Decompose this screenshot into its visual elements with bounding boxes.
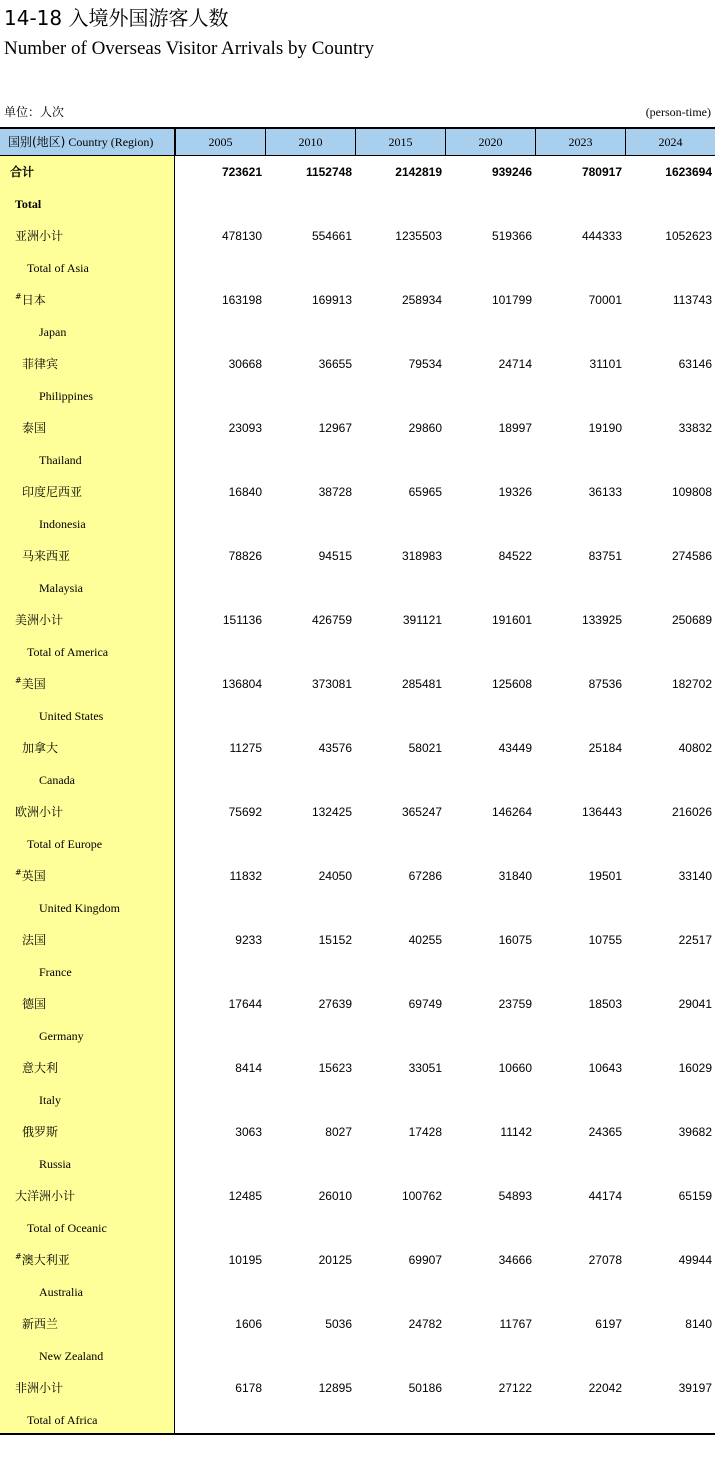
table-cell: 9233 (235, 933, 262, 947)
table-row (0, 732, 715, 796)
table-cell: 33832 (678, 421, 712, 435)
table-cell: 15152 (318, 933, 352, 947)
table-row (0, 156, 715, 220)
row-label-en: Germany (39, 1029, 84, 1043)
table-cell: 75692 (228, 805, 262, 819)
table-cell: 391121 (402, 613, 442, 627)
column-header-year: 2005 (175, 129, 265, 155)
table-row (0, 348, 715, 412)
table-cell: 33140 (678, 869, 712, 883)
table-cell: 24782 (408, 1317, 442, 1331)
table-cell: 365247 (401, 805, 442, 819)
table-cell: 25184 (588, 741, 622, 755)
table-row (0, 604, 715, 668)
row-label-cn-text: 澳大利亚 (21, 1253, 70, 1267)
table-cell: 70001 (588, 293, 622, 307)
table-cell: 1606 (235, 1317, 262, 1331)
table-cell: 16029 (678, 1061, 712, 1075)
column-header-country-cn: 国别(地区) (8, 135, 66, 149)
table-cell: 83751 (588, 549, 622, 563)
table-cell: 36133 (588, 485, 622, 499)
table-cell: 10755 (588, 933, 622, 947)
row-label-en: Thailand (39, 453, 82, 467)
row-label-en: Total of Europe (27, 837, 103, 851)
footnote-mark: # (15, 292, 22, 301)
row-label-cn-text: 德国 (22, 997, 47, 1011)
table-cell: 1152748 (305, 165, 352, 179)
table-cell: 23759 (498, 997, 532, 1011)
table-cell: 34666 (498, 1253, 532, 1267)
table-cell: 11767 (499, 1317, 532, 1331)
table-row (0, 1244, 715, 1308)
row-label-en: Australia (39, 1285, 83, 1299)
table-cell: 6178 (235, 1381, 262, 1395)
table-cell: 78826 (228, 549, 262, 563)
table-row (0, 476, 715, 540)
table-cell: 18503 (588, 997, 622, 1011)
table-cell: 274586 (671, 549, 712, 563)
table-cell: 19190 (588, 421, 622, 435)
table-cell: 12895 (318, 1381, 352, 1395)
table-cell: 33051 (408, 1061, 442, 1075)
table-cell: 125608 (491, 677, 532, 691)
table-cell: 19501 (588, 869, 622, 883)
table-cell: 12485 (228, 1189, 262, 1203)
row-label-cn-text: 马来西亚 (22, 549, 71, 563)
table-cell: 69749 (408, 997, 442, 1011)
table-cell: 8140 (685, 1317, 712, 1331)
row-label-cn (22, 482, 82, 502)
table-cell: 27122 (498, 1381, 532, 1395)
column-header-country (0, 129, 175, 155)
table-cell: 8414 (235, 1061, 262, 1075)
row-label-cn-text: 加拿大 (22, 741, 59, 755)
table-row (0, 1372, 715, 1436)
column-header-year: 2010 (265, 129, 355, 155)
table-cell: 24365 (588, 1125, 622, 1139)
table-cell: 27078 (588, 1253, 622, 1267)
table-row (0, 668, 715, 732)
table-cell: 16075 (498, 933, 532, 947)
table-cell: 1623694 (665, 165, 712, 179)
row-label-cn (15, 226, 63, 246)
table-cell: 11832 (229, 869, 262, 883)
table-cell: 6197 (595, 1317, 622, 1331)
table-row (0, 540, 715, 604)
row-label-cn-text: 亚洲小计 (15, 229, 64, 243)
column-header-country-en: Country (Region) (65, 135, 154, 149)
table-cell: 100762 (401, 1189, 442, 1203)
table-cell: 939246 (491, 165, 532, 179)
footnote-mark: # (15, 868, 22, 877)
row-label-cn (15, 290, 46, 310)
row-label-cn (22, 738, 58, 758)
table-cell: 2142819 (395, 165, 442, 179)
row-label-cn (22, 418, 46, 438)
table-cell: 101799 (491, 293, 532, 307)
table-row (0, 1052, 715, 1116)
table-cell: 79534 (408, 357, 442, 371)
table-cell: 11275 (229, 741, 262, 755)
row-label-cn-text: 合计 (10, 165, 35, 179)
table-cell: 109808 (671, 485, 712, 499)
table-cell: 40255 (408, 933, 442, 947)
column-header-year: 2023 (535, 129, 625, 155)
row-label-en: Total of Asia (27, 261, 89, 275)
table-cell: 780917 (581, 165, 622, 179)
table-cell: 65965 (408, 485, 442, 499)
table-cell: 250689 (671, 613, 712, 627)
table-cell: 10643 (588, 1061, 622, 1075)
table-cell: 216026 (671, 805, 712, 819)
row-label-en: Indonesia (39, 517, 86, 531)
table-cell: 1052623 (665, 229, 712, 243)
table-cell: 43576 (318, 741, 352, 755)
row-label-cn (15, 674, 46, 694)
row-label-en: Total of Oceanic (27, 1221, 107, 1235)
table-cell: 8027 (325, 1125, 352, 1139)
table-cell: 94515 (318, 549, 352, 563)
row-label-en: Philippines (39, 389, 94, 403)
table-cell: 69907 (408, 1253, 442, 1267)
column-header-year: 2020 (445, 129, 535, 155)
row-label-cn (15, 802, 63, 822)
row-label-en: Total of America (27, 645, 109, 659)
table-row (0, 860, 715, 924)
unit-label-en: (person-time) (645, 105, 711, 119)
table-cell: 169913 (311, 293, 352, 307)
table-cell: 20125 (318, 1253, 352, 1267)
row-label-cn (15, 1186, 75, 1206)
row-label-cn (10, 162, 34, 182)
table-cell: 5036 (325, 1317, 352, 1331)
row-label-cn-text: 新西兰 (22, 1317, 59, 1331)
table-cell: 258934 (401, 293, 442, 307)
row-label-en: Malaysia (39, 581, 83, 595)
footnote-mark: # (15, 1252, 22, 1261)
table-cell: 87536 (588, 677, 622, 691)
table-cell: 31101 (589, 357, 622, 371)
row-label-en: Total of Africa (27, 1413, 98, 1427)
table-cell: 18997 (498, 421, 532, 435)
row-label-cn (22, 546, 70, 566)
row-label-cn-text: 英国 (21, 869, 46, 883)
table-cell: 54893 (498, 1189, 532, 1203)
table-cell: 182702 (671, 677, 712, 691)
row-label-cn-text: 印度尼西亚 (22, 485, 83, 499)
table-cell: 23093 (228, 421, 262, 435)
column-header-year: 2015 (355, 129, 445, 155)
table-cell: 63146 (678, 357, 712, 371)
table-cell: 17428 (408, 1125, 442, 1139)
table-cell: 1235503 (395, 229, 442, 243)
table-row (0, 924, 715, 988)
table-cell: 3063 (235, 1125, 262, 1139)
row-label-cn (15, 866, 46, 886)
table-cell: 22517 (678, 933, 712, 947)
table-cell: 478130 (221, 229, 262, 243)
row-label-en: Italy (39, 1093, 61, 1107)
table-cell: 84522 (498, 549, 532, 563)
row-label-cn (22, 994, 46, 1014)
table-cell: 38728 (318, 485, 352, 499)
table-cell: 554661 (311, 229, 352, 243)
row-label-cn-text: 泰国 (22, 421, 47, 435)
table-cell: 22042 (588, 1381, 622, 1395)
table-row (0, 1308, 715, 1372)
row-label-cn-text: 意大利 (22, 1061, 59, 1075)
table-cell: 24050 (318, 869, 352, 883)
table-row (0, 220, 715, 284)
table-row (0, 1116, 715, 1180)
table-cell: 26010 (318, 1189, 352, 1203)
row-label-en: France (39, 965, 72, 979)
table-cell: 67286 (408, 869, 442, 883)
table-cell: 24714 (498, 357, 532, 371)
table-cell: 133925 (581, 613, 622, 627)
row-label-cn-text: 日本 (21, 293, 46, 307)
row-label-cn (22, 930, 46, 950)
row-label-en: Russia (39, 1157, 72, 1171)
table-cell: 50186 (408, 1381, 442, 1395)
column-header-year: 2024 (625, 129, 715, 155)
table-cell: 373081 (311, 677, 352, 691)
table-cell: 136443 (581, 805, 622, 819)
table-cell: 10660 (498, 1061, 532, 1075)
row-label-cn-text: 菲律宾 (22, 357, 59, 371)
table-row (0, 796, 715, 860)
table-cell: 39682 (678, 1125, 712, 1139)
table-cell: 151136 (222, 613, 262, 627)
table-cell: 12967 (318, 421, 352, 435)
table-cell: 146264 (491, 805, 532, 819)
table-cell: 444333 (581, 229, 622, 243)
row-label-cn-text: 大洋洲小计 (15, 1189, 76, 1203)
row-label-cn (22, 1314, 58, 1334)
table-cell: 113743 (672, 293, 712, 307)
table-cell: 58021 (408, 741, 442, 755)
row-label-en: Canada (39, 773, 75, 787)
row-label-cn-text: 非洲小计 (15, 1381, 64, 1395)
table-cell: 17644 (228, 997, 262, 1011)
unit-label-cn: 单位：人次 (4, 105, 65, 119)
table-cell: 39197 (678, 1381, 712, 1395)
table-cell: 43449 (498, 741, 532, 755)
table-cell: 49944 (678, 1253, 712, 1267)
table-cell: 29860 (408, 421, 442, 435)
row-label-cn-text: 法国 (22, 933, 47, 947)
table-row (0, 988, 715, 1052)
table-cell: 132425 (311, 805, 352, 819)
table-cell: 136804 (221, 677, 262, 691)
table-cell: 519366 (491, 229, 532, 243)
table-cell: 19326 (498, 485, 532, 499)
table-cell: 16840 (228, 485, 262, 499)
table-cell: 29041 (678, 997, 712, 1011)
table-cell: 31840 (498, 869, 532, 883)
row-label-cn (22, 354, 58, 374)
row-label-en: New Zealand (39, 1349, 104, 1363)
row-label-cn (22, 1058, 58, 1078)
table-header (0, 127, 715, 156)
table-cell: 15623 (318, 1061, 352, 1075)
page-title-en: Number of Overseas Visitor Arrivals by Country (4, 38, 375, 59)
table-cell: 426759 (311, 613, 352, 627)
row-label-cn (15, 1250, 70, 1270)
row-label-cn (15, 610, 63, 630)
row-label-cn-text: 欧洲小计 (15, 805, 64, 819)
table-cell: 65159 (678, 1189, 712, 1203)
table-row (0, 284, 715, 348)
row-label-en: Total (15, 197, 42, 211)
table-cell: 11142 (500, 1125, 532, 1139)
table-cell: 318983 (401, 549, 442, 563)
table-cell: 163198 (221, 293, 262, 307)
table-cell: 10195 (228, 1253, 262, 1267)
row-label-cn (15, 1378, 63, 1398)
footnote-mark: # (15, 676, 22, 685)
table-cell: 285481 (401, 677, 442, 691)
table-row (0, 412, 715, 476)
table-cell: 27639 (318, 997, 352, 1011)
row-label-cn (22, 1122, 58, 1142)
page-title-cn: 14-18 入境外国游客人数 (4, 6, 229, 30)
table-row (0, 1180, 715, 1244)
row-label-cn-text: 俄罗斯 (22, 1125, 59, 1139)
row-label-en: Japan (39, 325, 67, 339)
table-cell: 30668 (228, 357, 262, 371)
table-cell: 191601 (491, 613, 532, 627)
table-cell: 723621 (221, 165, 262, 179)
table-bottom-rule (0, 1433, 715, 1435)
row-label-cn-text: 美洲小计 (15, 613, 64, 627)
table-cell: 36655 (318, 357, 352, 371)
row-label-cn-text: 美国 (21, 677, 46, 691)
table-cell: 44174 (588, 1189, 622, 1203)
table-cell: 40802 (678, 741, 712, 755)
row-label-en: United States (39, 709, 104, 723)
row-label-en: United Kingdom (39, 901, 120, 915)
